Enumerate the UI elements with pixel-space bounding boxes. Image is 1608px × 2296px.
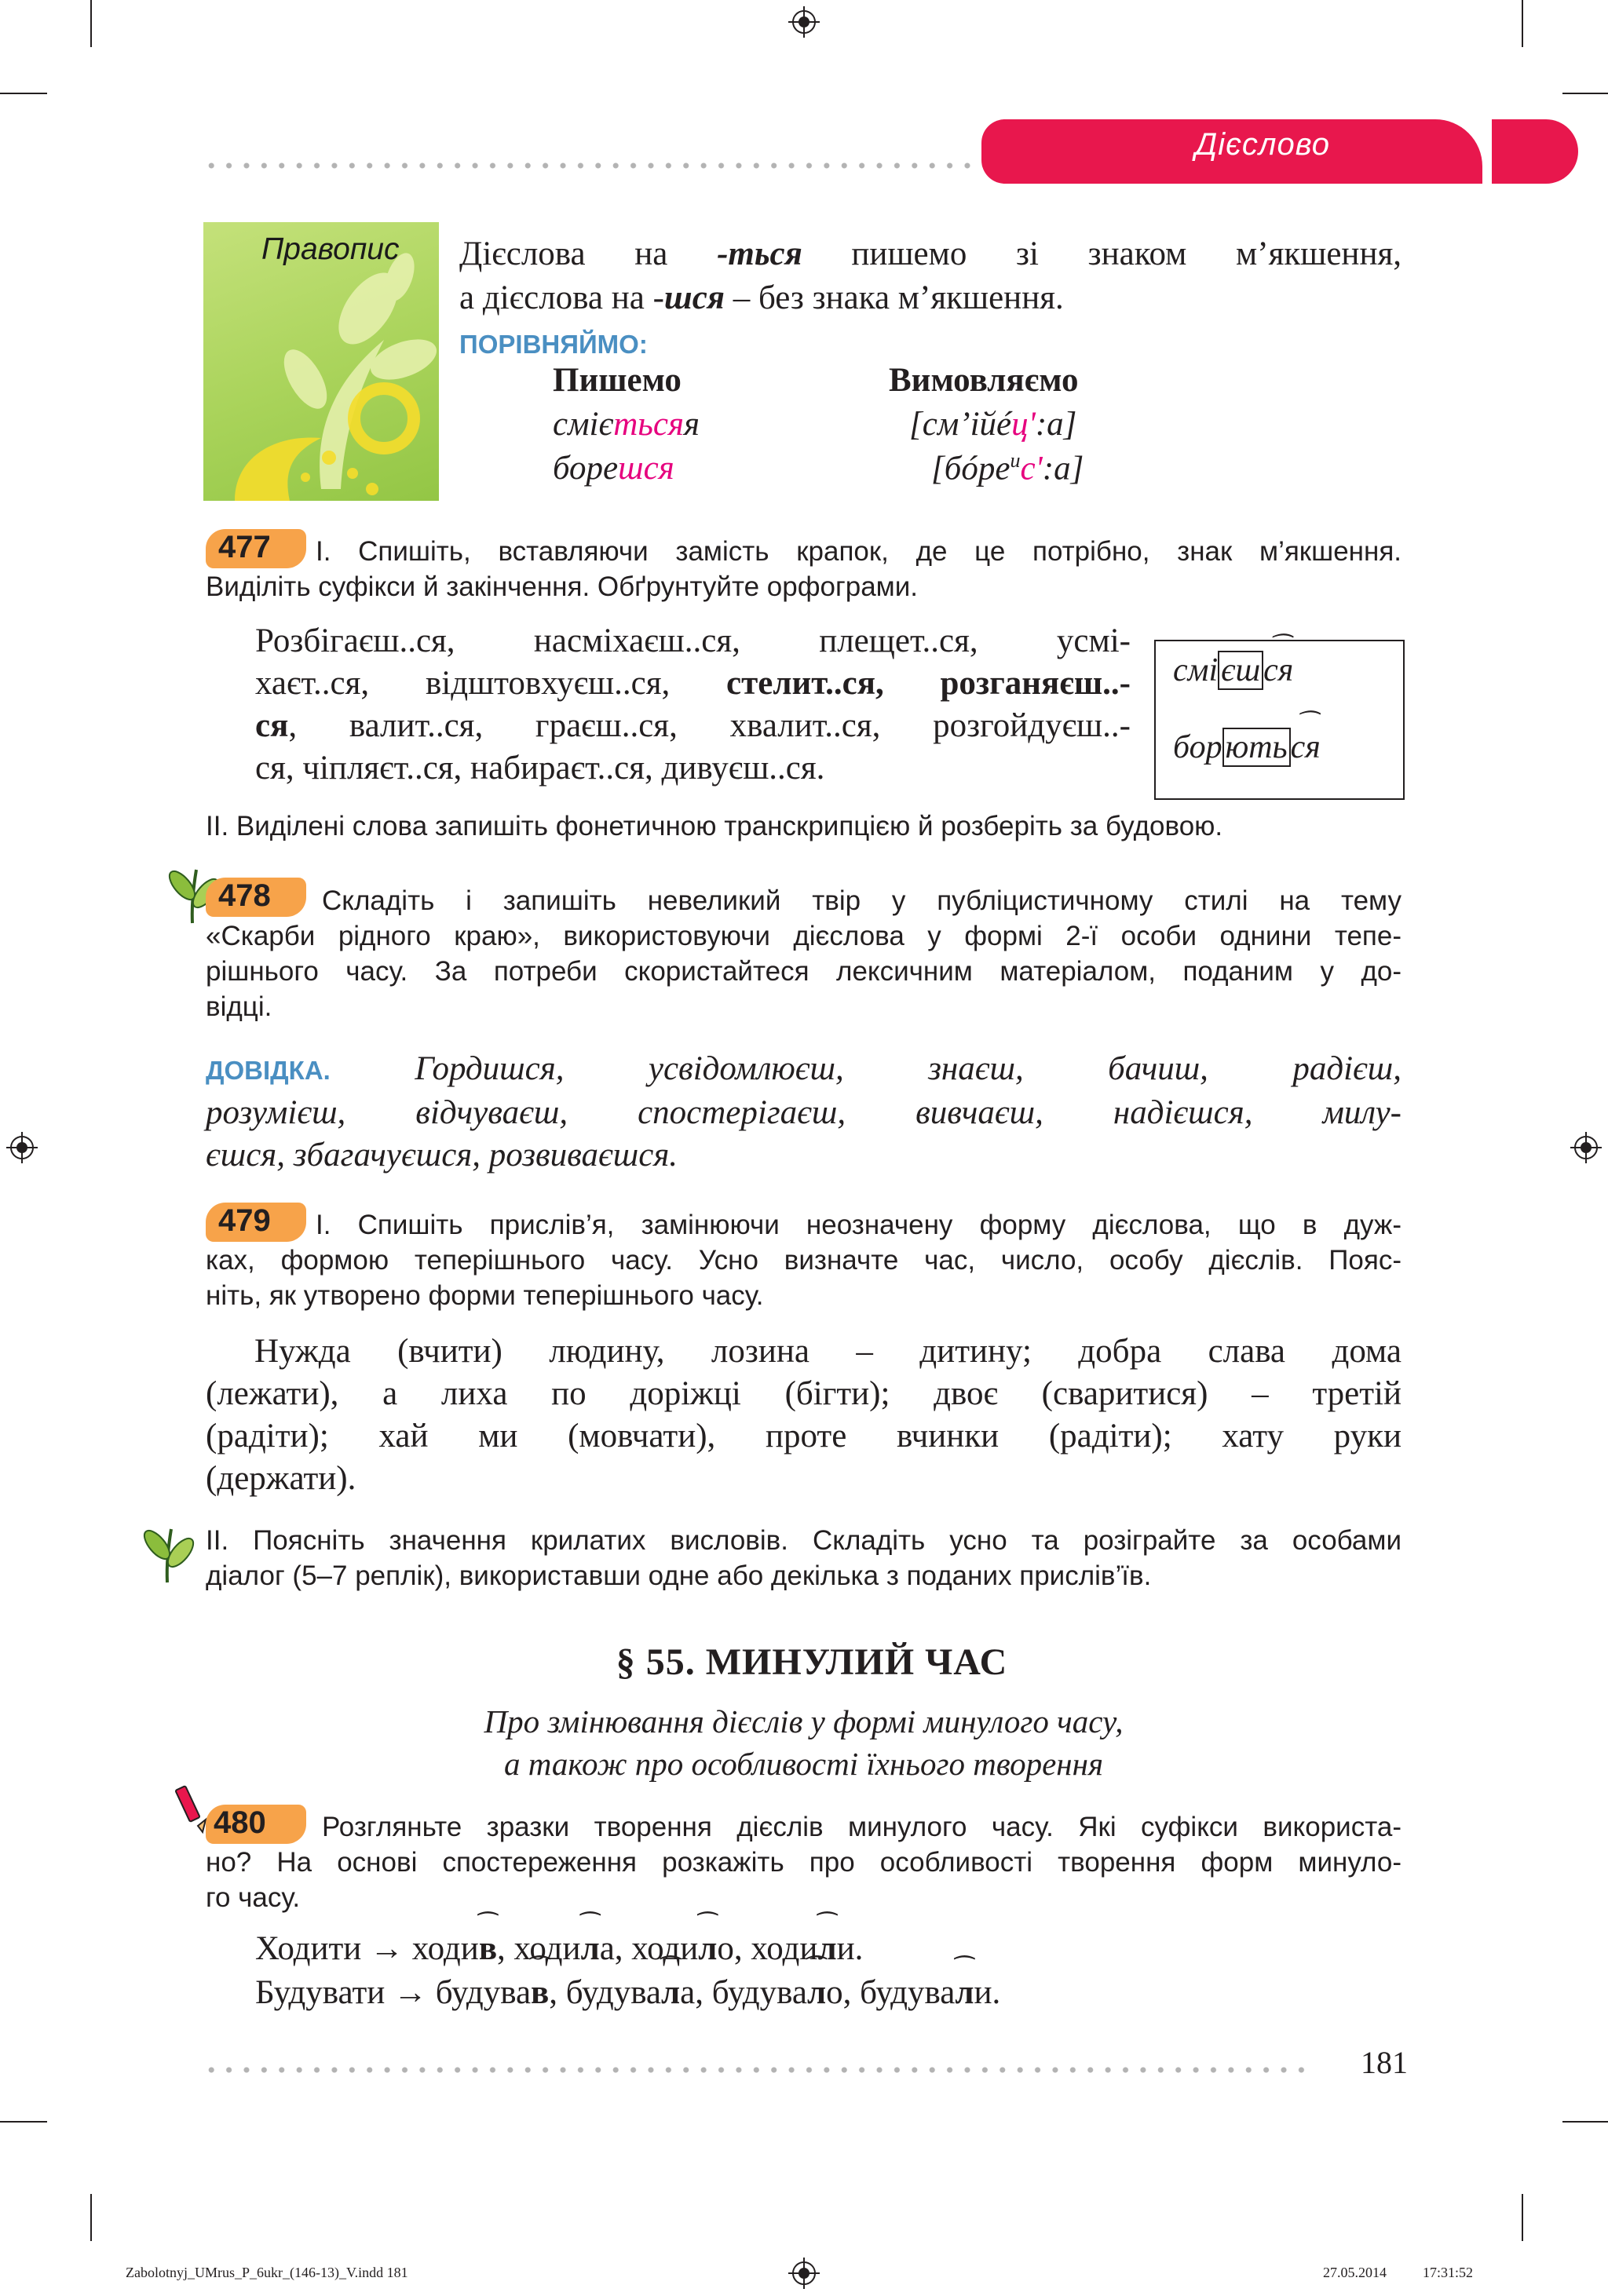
- transcription-part: [бóре: [931, 450, 1010, 487]
- verb-text: и.: [974, 1974, 1001, 2011]
- reference-words: Гордишся, усвідомлюєш, знаєш, бачиш, радієш,: [330, 1050, 1402, 1087]
- proverb-line: (лежати), а лиха по доріжці (бігти); двоє (сваритися) – третій: [206, 1375, 1402, 1412]
- word-highlight: шся: [618, 450, 674, 487]
- verb-text: , ходи: [497, 1930, 581, 1967]
- subheading-line: Про змінювання дієслів у формі минулого часу,: [484, 1703, 1124, 1739]
- verb-text: а, будува: [680, 1974, 807, 2011]
- suffix-mark: л ⁀: [581, 1929, 600, 1968]
- word-part: сміє: [553, 406, 614, 443]
- registration-mark-icon: [6, 1132, 38, 1163]
- footer-file-name: Zabolotnyj_UMrus_P_6ukr_(146-13)_V.indd 181: [126, 2265, 408, 2280]
- exercise-number-480: 480: [214, 1805, 266, 1840]
- suffix-mark: л ⁀: [817, 1929, 836, 1968]
- column-say-heading: Вимовляємо: [889, 362, 1079, 399]
- line-part: хаєт..ся, відштовхуєш..ся,: [255, 665, 727, 702]
- reference-line: [206, 1048, 1402, 1092]
- rule-line-1: [459, 232, 1402, 276]
- suffix-mark: ся ⁀: [1263, 652, 1293, 689]
- suffix-mark: л ⁀: [698, 1929, 717, 1968]
- exercise-477-task: [206, 534, 1402, 604]
- reference-line: єшся, збагачуєшся, розвиваєшся.: [206, 1137, 678, 1174]
- exercise-480-row-2: [255, 1973, 1000, 2012]
- registration-mark-icon: [1570, 1132, 1602, 1163]
- rule-text: Дієслова на: [459, 235, 718, 272]
- crop-mark: [0, 2121, 47, 2123]
- exercise-number-478: 478: [218, 878, 271, 913]
- suffix-mark: в ⁀: [479, 1929, 497, 1968]
- word-part: я: [683, 406, 700, 443]
- task-line: Складіть і запишіть невеликий твір у публіцистичному стилі на тему: [322, 885, 1402, 916]
- rule-text: – без знака м’якшення.: [724, 279, 1064, 316]
- exercise-line: ся, чіпляєт..ся, набираєт..ся, дивуєш..ся.: [255, 750, 825, 787]
- suffix-mark: л ⁀: [955, 1973, 974, 2012]
- exercise-479-proverbs: [206, 1331, 1402, 1500]
- registration-mark-icon: [788, 2258, 820, 2289]
- chapter-tab-end: [1492, 119, 1578, 184]
- transcription-highlight: с': [1020, 450, 1043, 487]
- exercise-477-task-2: ІІ. Виділені слова запишіть фонетичною транскрипцією й розберіть за будовою.: [206, 811, 1223, 841]
- subheading-line: а також про особливості їхнього творення: [503, 1746, 1104, 1782]
- task-line: «Скарби рідного краю», використовуючи дієслова у формі 2-ї особи однини тепе-: [206, 921, 1402, 951]
- crop-mark: [90, 2194, 92, 2241]
- footer-date: 27.05.2014: [1323, 2265, 1387, 2280]
- ending-mark: ють: [1222, 728, 1291, 767]
- exercise-line: Розбігаєш..ся, насміхаєш..ся, плещет..ся, усмі-: [255, 622, 1131, 659]
- exercise-480-row-1: [255, 1929, 863, 1968]
- rule-suffix-tsya: -ться: [717, 235, 802, 272]
- crop-mark: [1562, 93, 1608, 94]
- verb-text: Ходити → ходи: [255, 1930, 479, 1967]
- example-word-1: [553, 405, 700, 444]
- exercise-line: [255, 705, 1131, 747]
- exercise-478-reference: [206, 1048, 1402, 1177]
- transcription-1: [909, 405, 1076, 444]
- task-line: І. Спишіть, вставляючи замість крапок, де це потрібно, знак м’якшення.: [316, 536, 1402, 567]
- compare-heading: ПОРІВНЯЙМО:: [459, 330, 648, 359]
- transcription-part: :а]: [1042, 450, 1084, 487]
- transcription-2: [931, 449, 1084, 487]
- proverb-line: Нужда (вчити) людину, лозина – дитину; добра слава дома: [254, 1333, 1402, 1370]
- exercise-479-task-2: [206, 1523, 1402, 1593]
- ending-mark: єш: [1218, 651, 1263, 690]
- footer-dotted-rule: [203, 2067, 1310, 2073]
- verb-text: о, будува: [826, 1974, 956, 2011]
- task-line: ках, формою теперішнього часу. Усно визначте час, число, особу дієслів. Пояс-: [206, 1245, 1402, 1276]
- task-line: го часу.: [206, 1882, 301, 1913]
- task-line: Виділіть суфікси й закінчення. Обґрунтуйте орфограми.: [206, 571, 918, 602]
- registration-mark-icon: [788, 6, 820, 38]
- highlighted-words: стелит..ся, розганяєш..-: [726, 665, 1131, 702]
- task-line: Розгляньте зразки творення дієслів минулого часу. Які суфікси використа-: [322, 1812, 1402, 1842]
- verb-text: а, ходи: [599, 1930, 699, 1967]
- chapter-title: Дієслово: [1195, 127, 1330, 162]
- crop-mark: [0, 93, 47, 94]
- verb-text: о, ходи: [717, 1930, 818, 1967]
- rule-text: пишемо зі знаком м’якшення,: [802, 235, 1402, 272]
- suffix-mark: ся ⁀: [1291, 728, 1321, 766]
- page-number: 181: [1361, 2045, 1408, 2080]
- reference-line: розумієш, відчуваєш, спостерігаєш, вивчаєш, надієшся, милу-: [206, 1094, 1402, 1131]
- exercise-number-477: 477: [218, 530, 271, 564]
- rule-label: Правопис: [261, 232, 400, 266]
- example-word-2: [553, 449, 674, 487]
- exercise-478-task: [206, 883, 1402, 1024]
- exercise-480-task: [206, 1809, 1402, 1915]
- task-line: відці.: [206, 991, 272, 1022]
- task-line: ніть, як утворено форми теперішнього часу.: [206, 1280, 764, 1311]
- task-line: І. Спишіть прислів’я, замінюючи неозначену форму дієслова, що в дуж-: [316, 1210, 1402, 1240]
- suffix-mark: л ⁀: [807, 1973, 826, 2012]
- transcription-highlight: ц': [1011, 406, 1036, 443]
- transcription-part: [см’ійé: [909, 406, 1012, 443]
- morpheme-example-2: [1173, 728, 1321, 766]
- exercise-477-words: [255, 620, 1131, 790]
- transcription-part: :а]: [1035, 406, 1077, 443]
- creative-task-leaf-icon: [140, 1521, 195, 1584]
- exercise-479-task: [206, 1207, 1402, 1313]
- reference-label: ДОВІДКА.: [206, 1056, 331, 1085]
- word-highlight: ться: [613, 406, 684, 443]
- rule-statement: [459, 232, 1402, 320]
- header-dotted-rule: [203, 162, 997, 169]
- proverb-line: (радіти); хай ми (мовчати), проте вчинки (радіти); хату руки: [206, 1418, 1402, 1455]
- crop-mark: [1522, 2194, 1523, 2241]
- task-line: діалог (5–7 реплік), використавши одне або декілька з поданих прислів’їв.: [206, 1560, 1152, 1591]
- section-subheading: [206, 1700, 1402, 1785]
- task-line: ІІ. Поясніть значення крилатих висловів. Складіть усно та розіграйте за особами: [206, 1525, 1402, 1556]
- proverb-line: (держати).: [206, 1460, 356, 1497]
- verb-text: , будува: [549, 1974, 662, 2011]
- task-line: рішнього часу. За потреби скористайтеся лексичним матеріалом, поданим у до-: [206, 956, 1402, 987]
- crop-mark: [1522, 0, 1523, 47]
- highlighted-words: ся: [255, 707, 289, 744]
- rule-text: а дієслова на -: [459, 279, 664, 316]
- morpheme-example-1: [1173, 652, 1293, 689]
- root-part: бор: [1173, 729, 1222, 765]
- footer-time: 17:31:52: [1423, 2265, 1474, 2280]
- transcription-superscript: и: [1010, 449, 1021, 472]
- verb-text: Будувати → будува: [255, 1974, 532, 2011]
- task-line: но? На основі спостереження розкажіть про особливості творення форм минуло-: [206, 1847, 1402, 1878]
- root-part: смі: [1173, 652, 1219, 688]
- column-write-heading: Пишемо: [553, 362, 682, 399]
- suffix-mark: л ⁀: [661, 1973, 680, 2012]
- line-part: , валит..ся, граєш..ся, хвалит..ся, розгойдуєш..-: [288, 707, 1131, 744]
- word-part: боре: [553, 450, 619, 487]
- crop-mark: [1562, 2121, 1608, 2123]
- rule-suffix-shsya: шся: [663, 279, 725, 316]
- section-heading: § 55. МИНУЛИЙ ЧАС: [616, 1641, 1008, 1683]
- exercise-line: [255, 663, 1131, 705]
- crop-mark: [90, 0, 92, 47]
- verb-text: и.: [836, 1930, 864, 1967]
- rule-line-2: [459, 276, 1402, 320]
- exercise-number-479: 479: [218, 1203, 271, 1238]
- suffix-mark: в ⁀: [531, 1973, 549, 2012]
